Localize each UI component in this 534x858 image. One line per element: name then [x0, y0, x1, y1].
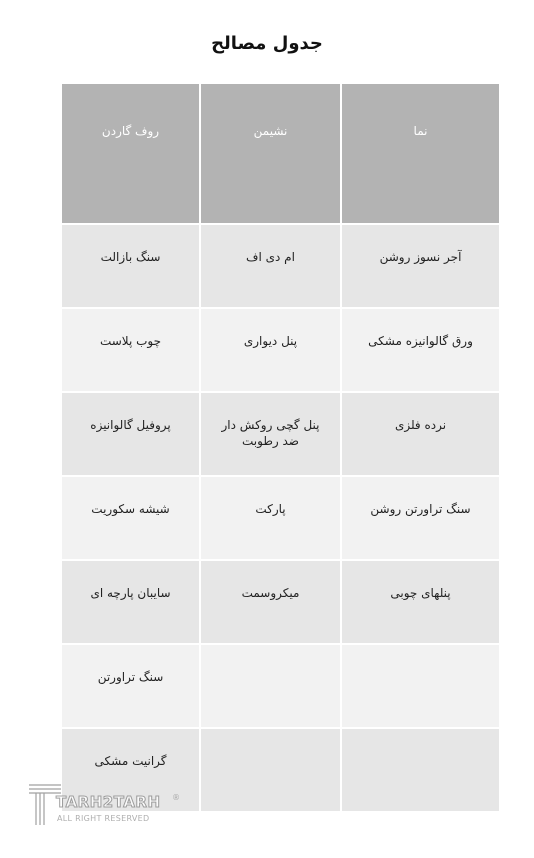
table-cell: پارکت	[199, 477, 340, 561]
table-cell: پنل دیواری	[199, 309, 340, 393]
table-cell: ام دی اف	[199, 225, 340, 309]
page-title: جدول مصالح	[211, 33, 323, 54]
table-row	[62, 477, 499, 561]
header-living-room: نشیمن	[199, 84, 340, 225]
table-cell	[199, 645, 340, 729]
table-cell: نرده فلزی	[340, 393, 499, 477]
table-cell: سنگ تراورتن	[62, 645, 199, 729]
table-cell	[340, 729, 499, 813]
table-cell: پنلهای چوبی	[340, 561, 499, 645]
table-row	[62, 561, 499, 645]
table-cell	[340, 645, 499, 729]
table-cell: آجر نسوز روشن	[340, 225, 499, 309]
table-cell: سایبان پارچه ای	[62, 561, 199, 645]
table-cell: گرانیت مشکی	[62, 729, 199, 813]
table-cell: سنگ بازالت	[62, 225, 199, 309]
table-row	[62, 393, 499, 477]
header-roof-garden: روف گاردن	[62, 84, 199, 225]
table-cell	[199, 729, 340, 813]
watermark-brand: TARH2TARH	[56, 793, 161, 811]
table-cell: پروفیل گالوانیزه	[62, 393, 199, 477]
materials-table	[62, 84, 499, 819]
registered-mark: ®	[172, 793, 180, 802]
header-facade: نما	[340, 84, 499, 225]
table-header-row	[62, 84, 499, 225]
table-cell: پنل گچی روکش دار ضد رطوبت	[199, 393, 340, 477]
tarh2tarh-watermark-logo	[28, 779, 188, 829]
table-cell: شیشه سکوریت	[62, 477, 199, 561]
watermark-subtitle: ALL RIGHT RESERVED	[57, 814, 150, 823]
table-cell: سنگ تراورتن روشن	[340, 477, 499, 561]
table-row	[62, 645, 499, 729]
table-cell: ورق گالوانیزه مشکی	[340, 309, 499, 393]
table-row	[62, 225, 499, 309]
table-row	[62, 309, 499, 393]
table-cell: میکروسمت	[199, 561, 340, 645]
table-cell: چوب پلاست	[62, 309, 199, 393]
